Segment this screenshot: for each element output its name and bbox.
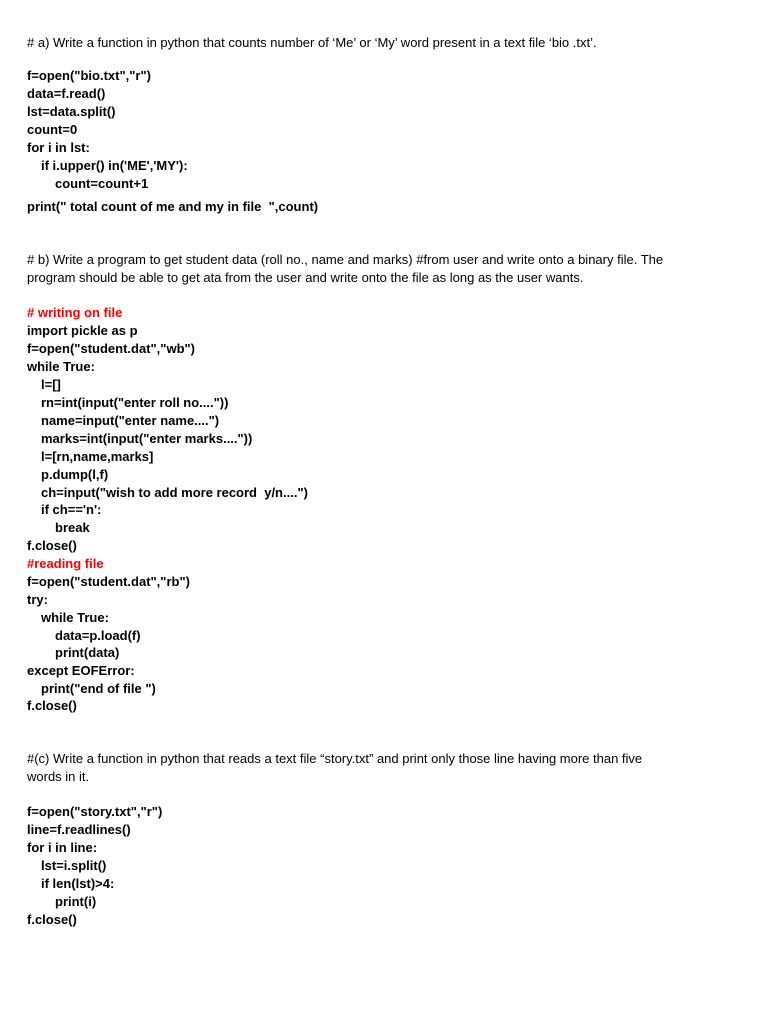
code-line: while True: [27, 359, 95, 374]
code-line: f.close() [27, 538, 77, 553]
question-b-line-1: # b) Write a program to get student data (roll no., name and marks) #from user and write onto a binary file. The [27, 252, 664, 267]
code-line: break [55, 520, 90, 535]
code-line: line=f.readlines() [27, 822, 131, 837]
code-line: marks=int(input("enter marks....")) [41, 431, 253, 446]
code-line: print(" total count of me and my in file ",count) [27, 199, 319, 214]
code-line: for i in line: [27, 840, 98, 855]
question-b-line-2: program should be able to get ata from the user and write onto the file as long as the user wants. [27, 270, 584, 285]
code-line: rn=int(input("enter roll no....")) [41, 395, 229, 410]
code-line: f=open("story.txt","r") [27, 804, 163, 819]
code-line: count=0 [27, 122, 78, 137]
code-line: f.close() [27, 698, 77, 713]
code-line: f=open("bio.txt","r") [27, 68, 151, 83]
code-line: l=[] [41, 377, 61, 392]
code-line: try: [27, 592, 48, 607]
question-c-line-2: words in it. [27, 769, 90, 784]
code-line: lst=data.split() [27, 104, 116, 119]
code-line: data=p.load(f) [55, 628, 141, 643]
code-line: l=[rn,name,marks] [41, 449, 154, 464]
code-line: p.dump(l,f) [41, 467, 109, 482]
code-comment-reading: #reading file [27, 556, 104, 571]
code-line: import pickle as p [27, 323, 138, 338]
code-line: ch=input("wish to add more record y/n....") [41, 485, 308, 500]
question-c-line-1: #(c) Write a function in python that reads a text file “story.txt” and print only those line having more than five [27, 751, 643, 766]
code-line: f.close() [27, 912, 77, 927]
question-a: # a) Write a function in python that counts number of ‘Me’ or ‘My’ word present in a text file ‘bio .txt’. [27, 35, 597, 50]
code-line: while True: [41, 610, 109, 625]
code-line: print("end of file ") [41, 681, 156, 696]
code-line: if i.upper() in('ME','MY'): [41, 158, 188, 173]
code-line: name=input("enter name....") [41, 413, 220, 428]
code-line: print(data) [55, 645, 120, 660]
code-line: count=count+1 [55, 176, 149, 191]
code-comment-writing: # writing on file [27, 305, 123, 320]
code-line: for i in lst: [27, 140, 90, 155]
code-line: f=open("student.dat","wb") [27, 341, 196, 356]
code-line: print(i) [55, 894, 97, 909]
code-line: lst=i.split() [41, 858, 107, 873]
code-line: if len(lst)>4: [41, 876, 115, 891]
code-line: if ch=='n': [41, 502, 102, 517]
code-line: except EOFError: [27, 663, 135, 678]
code-line: f=open("student.dat","rb") [27, 574, 190, 589]
code-line: data=f.read() [27, 86, 106, 101]
